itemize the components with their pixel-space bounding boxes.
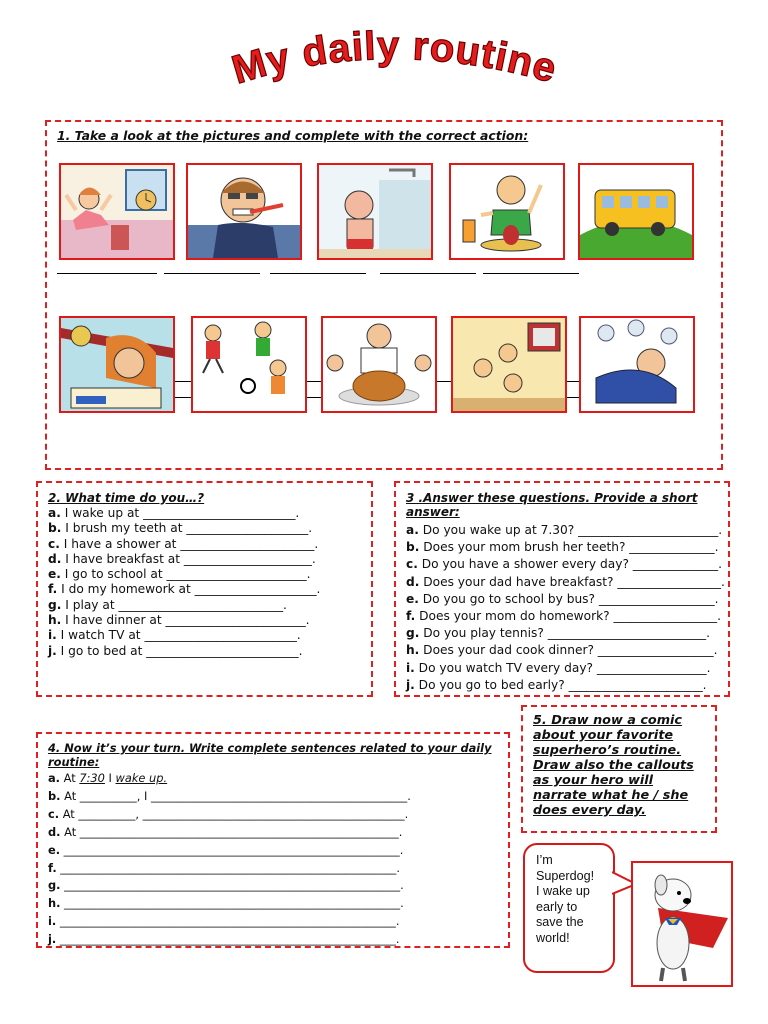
speech-bubble	[523, 843, 615, 973]
picture-dinner	[321, 316, 437, 413]
superdog-icon	[633, 863, 731, 985]
answer-blank-4[interactable]	[380, 272, 476, 274]
list-item: g. I play at ___________________________.	[48, 597, 287, 612]
picture-shower	[317, 163, 433, 260]
section-4-heading: 4. Now it’s your turn. Write complete sentences related to your daily routine:	[48, 741, 492, 769]
list-item: d. Does your dad have breakfast? _________________.	[406, 574, 725, 589]
section-2-list	[48, 506, 361, 659]
section-2-heading: 2. What time do you…?	[48, 491, 205, 505]
answer-blank-3[interactable]	[270, 272, 366, 274]
picture-wake-up	[59, 163, 175, 260]
connector-line	[307, 397, 321, 398]
list-item: i. Do you watch TV every day? __________________.	[406, 660, 711, 675]
section-5-line: as your hero will	[533, 773, 654, 788]
list-item: g. ___________________________________________________________.	[48, 878, 404, 893]
bubble-line: I’m	[536, 853, 553, 867]
alarm-clock-wake-up-icon	[61, 165, 173, 258]
list-item: a. I wake up at _________________________.	[48, 506, 300, 520]
connector-line	[175, 397, 191, 398]
toothbrush-icon	[188, 165, 300, 258]
connector-line	[567, 381, 579, 382]
list-item: b. I brush my teeth at ____________________.	[48, 521, 313, 536]
homework-icon	[61, 318, 173, 411]
list-item: c. Do you have a shower every day? ______________.	[406, 557, 722, 572]
section-1-heading: 1. Take a look at the pictures and complete with the correct action:	[57, 128, 529, 143]
section-5-box	[521, 705, 717, 833]
bubble-line: Superdog!	[536, 868, 595, 883]
list-item: j. ___________________________________________________________.	[48, 932, 400, 947]
section-5-line: narrate what he / she	[533, 788, 689, 803]
list-item: c. At __________, ______________________________________________.	[48, 806, 409, 821]
breakfast-icon	[451, 165, 563, 258]
section-5-line: 5. Draw now a comic	[533, 713, 683, 728]
list-item: e. Do you go to school by bus? ___________________.	[406, 591, 719, 606]
shower-icon	[319, 165, 431, 258]
answer-blank-5[interactable]	[483, 272, 579, 274]
list-item: d. I have breakfast at _____________________.	[48, 551, 316, 566]
picture-brush-teeth	[186, 163, 302, 260]
school-bus-icon	[580, 165, 692, 258]
list-item: h. ___________________________________________________________.	[48, 896, 404, 911]
bubble-line: early to	[536, 899, 578, 914]
playing-football-icon	[193, 318, 305, 411]
sleeping-icon	[581, 318, 693, 411]
list-item: g. Do you play tennis? __________________________.	[406, 626, 711, 641]
list-item: b. Does your mom brush her teeth? ______________.	[406, 540, 719, 555]
picture-breakfast	[449, 163, 565, 260]
list-item: d. At ________________________________________________________.	[48, 824, 403, 839]
dinner-turkey-icon	[323, 318, 435, 411]
list-item: h. I have dinner at _______________________.	[48, 613, 310, 628]
section-5-line: superhero’s routine.	[533, 743, 682, 758]
picture-homework	[59, 316, 175, 413]
list-item: f. ___________________________________________________________.	[48, 860, 400, 875]
picture-watch-tv	[451, 316, 567, 413]
answer-blank-2[interactable]	[164, 272, 260, 274]
section-3-list	[406, 522, 725, 694]
list-item: c. I have a shower at ______________________.	[48, 536, 319, 551]
list-item: i. I watch TV at _________________________.	[48, 628, 301, 643]
connector-line	[437, 381, 451, 382]
picture-superdog	[631, 861, 733, 987]
answer-blank-1[interactable]	[57, 272, 157, 274]
bubble-line: world!	[536, 930, 570, 945]
bubble-line: I wake up	[536, 884, 590, 899]
section-3-box	[394, 481, 730, 697]
list-item: j. Do you go to bed early? ______________________.	[406, 677, 707, 692]
connector-line	[175, 381, 191, 382]
list-item: h. Does your dad cook dinner? ___________________.	[406, 643, 718, 658]
connector-line	[567, 397, 579, 398]
connector-line	[307, 381, 321, 382]
svg-text:My daily routine	[227, 24, 562, 93]
section-4-box	[36, 732, 510, 948]
list-item: f. Does your mom do homework? _________________.	[406, 609, 721, 624]
list-item: i. ___________________________________________________________.	[48, 914, 400, 929]
list-item: a. Do you wake up at 7.30? _______________________.	[406, 523, 723, 537]
picture-sleeping	[579, 316, 695, 413]
list-item: j. I go to bed at _________________________.	[48, 643, 303, 658]
page-title-text: My daily routine	[227, 23, 562, 93]
list-item: e. I go to school at _______________________.	[48, 567, 311, 582]
section-5-line: does every day.	[533, 803, 646, 818]
list-item: e. ___________________________________________________________.	[48, 842, 404, 857]
section-3-heading: 3 .Answer these questions. Provide a short answer:	[406, 491, 698, 519]
section-5-line: about your favorite	[533, 728, 674, 743]
page-title	[190, 22, 590, 102]
list-item: f. I do my homework at ____________________.	[48, 582, 321, 597]
section-5-line: Draw also the callouts	[533, 758, 694, 773]
watching-tv-icon	[453, 318, 565, 411]
picture-playing	[191, 316, 307, 413]
example-sentence: a. At 7:30 I wake up.	[48, 771, 168, 785]
list-item: b. At __________, I _____________________________________________.	[48, 788, 411, 803]
bubble-line: save the	[536, 915, 584, 930]
picture-school-bus	[578, 163, 694, 260]
section-2-box	[36, 481, 373, 697]
